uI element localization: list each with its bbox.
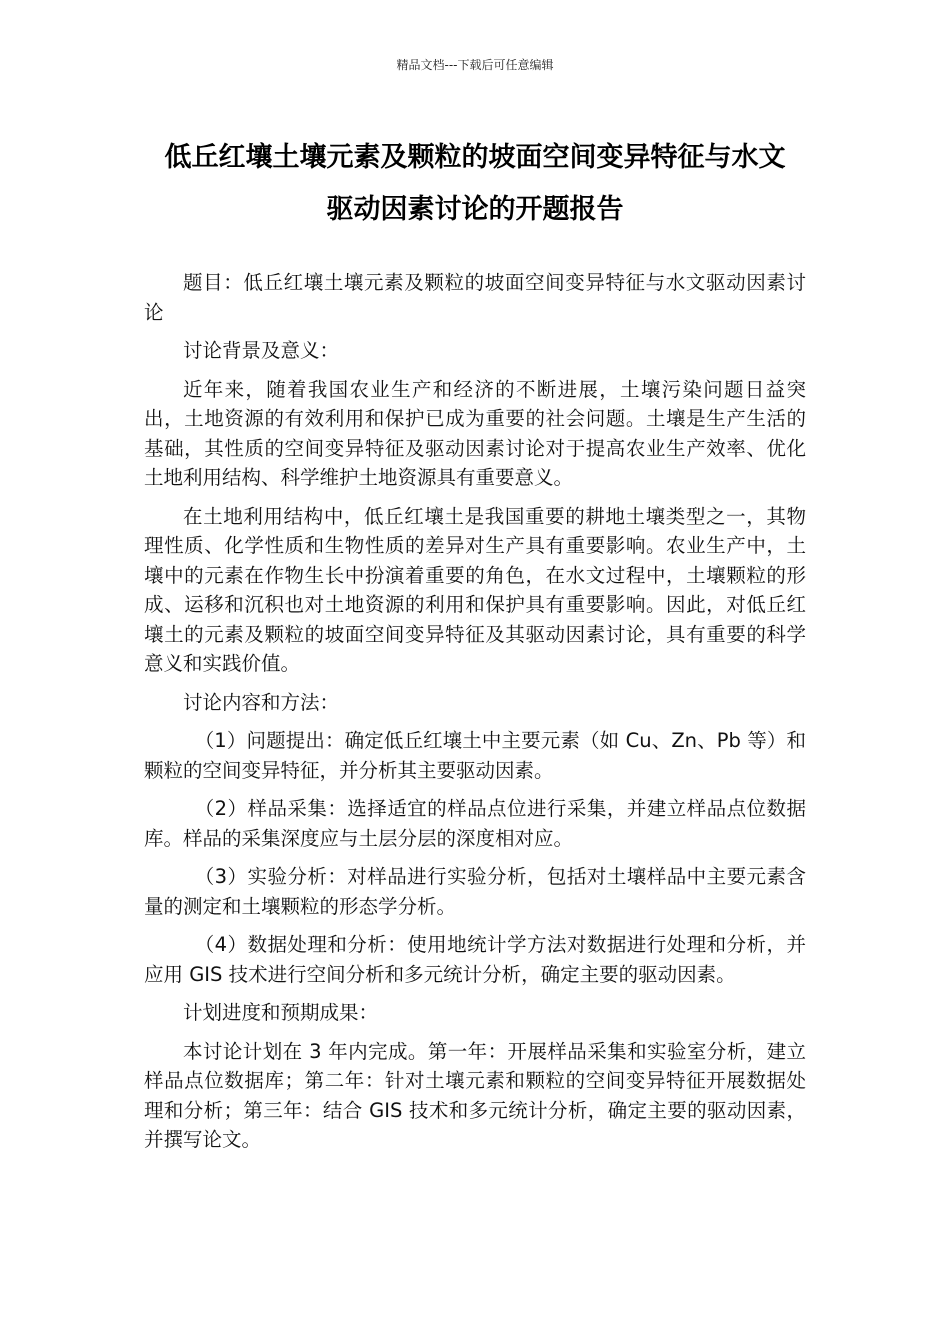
method-item-3: （3）实验分析：对样品进行实验分析，包括对土壤样品中主要元素含量的测定和土壤颗粒的形态学分析。 <box>144 865 806 918</box>
schedule-paragraph: 本讨论计划在 3 年内完成。第一年：开展样品采集和实验室分析，建立样品点位数据库；第二年：针对土壤元素和颗粒的空间变异特征开展数据处理和分析；第三年：结合 GIS 技术和多元统计分析，确定主要的驱动因素，并撰写论文。 <box>144 1039 806 1151</box>
background-paragraph-1: 近年来，随着我国农业生产和经济的不断进展，土壤污染问题日益突出，土地资源的有效利用和保护已成为重要的社会问题。土壤是生产生活的基础，其性质的空间变异特征及驱动因素讨论对于提高农业生产效率、优化土地利用结构、科学维护土地资源具有重要意义。 <box>144 377 806 489</box>
section-heading-schedule: 计划进度和预期成果： <box>183 1001 379 1024</box>
section-heading-background: 讨论背景及意义： <box>183 339 340 362</box>
title-line-2: 驱动因素讨论的开题报告 <box>326 194 624 225</box>
method-item-2: （2）样品采集：选择适宜的样品点位进行采集，并建立样品点位数据库。样品的采集深度应与土层分层的深度相对应。 <box>144 797 806 850</box>
document-body <box>144 268 806 1164</box>
method-item-4: （4）数据处理和分析：使用地统计学方法对数据进行处理和分析，并应用 GIS 技术进行空间分析和多元统计分析，确定主要的驱动因素。 <box>144 933 806 986</box>
title-line-1: 低丘红壤土壤元素及颗粒的坡面空间变异特征与水文 <box>164 142 786 173</box>
section-heading-methods: 讨论内容和方法： <box>183 690 340 714</box>
background-paragraph-2: 在土地利用结构中，低丘红壤土是我国重要的耕地土壤类型之一，其物理性质、化学性质和生物性质的差异对生产具有重要影响。农业生产中，土壤中的元素在作物生长中扮演着重要的角色，在水文过程中，土壤颗粒的形成、运移和沉积也对土地资源的利用和保护具有重要影响。因此，对低丘红壤土的元素及颗粒的坡面空间变异特征及其驱动因素讨论，具有重要的科学意义和实践价值。 <box>144 504 806 675</box>
topic-paragraph: 题目：低丘红壤土壤元素及颗粒的坡面空间变异特征与水文驱动因素讨论 <box>144 271 806 324</box>
method-item-1: （1）问题提出：确定低丘红壤土中主要元素（如 Cu、Zn、Pb 等）和颗粒的空间变异特征，并分析其主要驱动因素。 <box>144 729 806 782</box>
header-note: 精品文档---下载后可任意编辑 <box>396 58 554 72</box>
document-title <box>110 132 840 236</box>
